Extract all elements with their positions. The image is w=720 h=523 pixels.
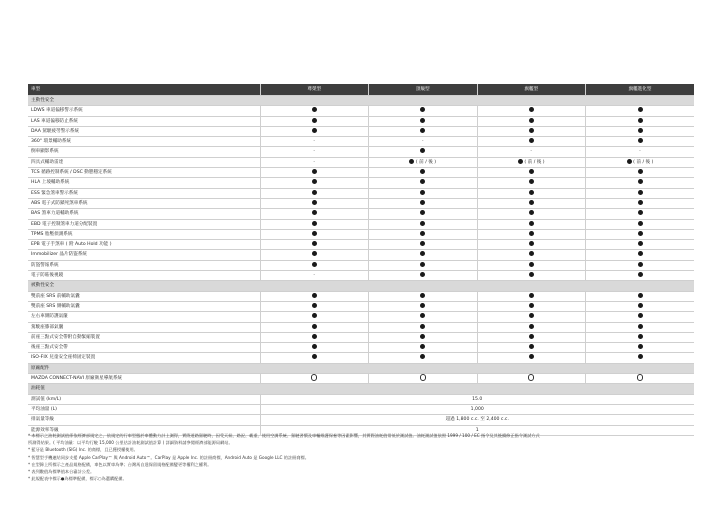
standard-dot-icon (312, 293, 317, 298)
table-row (28, 229, 694, 239)
header-model-label: 車型 (28, 84, 260, 96)
value-cell (586, 178, 695, 188)
value-cell (477, 106, 586, 116)
table-row (28, 312, 694, 322)
header-trim: 尊榮型 (260, 84, 369, 96)
table-row (28, 322, 694, 332)
standard-dot-icon (529, 138, 534, 143)
value-cell (586, 116, 695, 126)
value-cell (260, 137, 369, 147)
value-cell (260, 116, 369, 126)
table-row (28, 271, 694, 281)
value-cell (260, 126, 369, 136)
value-cell (586, 374, 695, 384)
value-cell (369, 332, 478, 342)
feature-label: 雙前座 SRS 前輔助氣囊 (28, 291, 260, 301)
header-trim: 旗艦型 (477, 84, 586, 96)
value-cell (586, 271, 695, 281)
value-cell (586, 301, 695, 311)
value-cell (260, 374, 369, 384)
value-cell (477, 240, 586, 250)
standard-dot-icon (312, 303, 317, 308)
feature-label: LAS 車道偏移防止系統 (28, 116, 260, 126)
value-cell (369, 219, 478, 229)
standard-dot-icon (529, 293, 534, 298)
value-cell (477, 291, 586, 301)
feature-label: ISO-FIX 兒童安全座椅固定裝置 (28, 353, 260, 363)
value-cell (477, 188, 586, 198)
standard-dot-icon (420, 190, 425, 195)
value-cell (477, 209, 586, 219)
optional-circle-icon (420, 374, 426, 380)
value-cell (260, 168, 369, 178)
standard-dot-icon (529, 241, 534, 246)
standard-dot-icon (529, 210, 534, 215)
value-cell (369, 209, 478, 219)
value-cell (586, 312, 695, 322)
value-cell (586, 250, 695, 260)
value-cell (477, 137, 586, 147)
value-cell (369, 229, 478, 239)
value-cell (369, 301, 478, 311)
feature-label: 後座三點式安全帶 (28, 343, 260, 353)
standard-dot-icon (420, 303, 425, 308)
value-cell (369, 291, 478, 301)
value-cell (260, 271, 369, 281)
value-cell (260, 301, 369, 311)
value-cell (586, 157, 695, 167)
table-row (28, 301, 694, 311)
value-cell (586, 106, 695, 116)
value-cell (260, 219, 369, 229)
value-cell (586, 137, 695, 147)
standard-dot-icon (638, 200, 643, 205)
value-cell (477, 301, 586, 311)
table-row (28, 332, 694, 342)
standard-dot-icon (638, 262, 643, 267)
fuel-value: 1 (260, 425, 694, 435)
section-title: 油耗值 (28, 384, 694, 394)
standard-dot-icon (638, 221, 643, 226)
fuel-label: 測試值 (km/L) (28, 394, 260, 404)
section-header-row (28, 363, 694, 373)
table-header-row (28, 84, 694, 96)
value-cell (369, 198, 478, 208)
standard-dot-icon (638, 210, 643, 215)
feature-label: 倒車顯影系統 (28, 147, 260, 157)
standard-dot-icon (312, 262, 317, 267)
feature-label: DAA 駕駛疲勞警示系統 (28, 126, 260, 136)
standard-dot-icon (420, 293, 425, 298)
feature-label: 四具式輔助雷達 (28, 157, 260, 167)
standard-dot-icon (420, 148, 425, 153)
table-row (28, 250, 694, 260)
standard-dot-icon (529, 200, 534, 205)
standard-dot-icon (420, 262, 425, 267)
value-cell (369, 116, 478, 126)
value-cell (477, 260, 586, 270)
standard-dot-icon (529, 128, 534, 133)
standard-dot-icon (638, 118, 643, 123)
value-cell (260, 343, 369, 353)
standard-dot-icon (420, 334, 425, 339)
spec-table (28, 84, 694, 436)
front-rear-note: ( 前 / 後 ) (414, 159, 437, 165)
section-header-row (28, 96, 694, 106)
standard-dot-icon (638, 272, 643, 277)
feature-label: 前座三點式安全帶附自動緊縮裝置 (28, 332, 260, 342)
value-cell (477, 147, 586, 157)
value-cell (477, 312, 586, 322)
value-cell (477, 271, 586, 281)
value-cell (586, 209, 695, 219)
value-cell (586, 168, 695, 178)
header-trim: 旗艦進化型 (586, 84, 695, 96)
value-cell (369, 353, 478, 363)
optional-circle-icon (311, 374, 317, 380)
value-cell (260, 178, 369, 188)
standard-dot-icon (529, 262, 534, 267)
not-available-dash: - (313, 159, 316, 165)
standard-dot-icon (529, 179, 534, 184)
value-cell (260, 147, 369, 157)
section-header-row (28, 281, 694, 291)
not-available-dash: - (530, 149, 533, 155)
standard-dot-icon (420, 324, 425, 329)
feature-label: 電子防眩後視鏡 (28, 271, 260, 281)
standard-dot-icon (420, 200, 425, 205)
value-cell (586, 126, 695, 136)
feature-label: EBD 電子控制煞車力道分配裝置 (28, 219, 260, 229)
value-cell (477, 374, 586, 384)
standard-dot-icon (529, 251, 534, 256)
value-cell (586, 219, 695, 229)
table-row (28, 147, 694, 157)
standard-dot-icon (638, 324, 643, 329)
fuel-value: 15.0 (260, 394, 694, 404)
standard-dot-icon (420, 344, 425, 349)
section-header-row (28, 384, 694, 394)
table-row (28, 209, 694, 219)
value-cell (477, 343, 586, 353)
value-cell (586, 188, 695, 198)
feature-label: ESS 緊急煞車警示系統 (28, 188, 260, 198)
table-row (28, 353, 694, 363)
not-available-dash: - (313, 139, 316, 145)
value-cell (586, 291, 695, 301)
value-cell (586, 353, 695, 363)
front-rear-note: ( 前 / 後 ) (631, 159, 654, 165)
value-cell (369, 147, 478, 157)
table-row (28, 137, 694, 147)
value-cell (586, 147, 695, 157)
standard-dot-icon (420, 272, 425, 277)
table-row (28, 116, 694, 126)
not-available-dash: - (313, 273, 316, 279)
value-cell (260, 260, 369, 270)
feature-label: 左右車側防護氣簾 (28, 312, 260, 322)
value-cell (369, 322, 478, 332)
value-cell (369, 188, 478, 198)
value-cell (369, 126, 478, 136)
feature-label: TCS 循跡控制系統 / DSC 動態穩定系統 (28, 168, 260, 178)
optional-circle-icon (637, 374, 643, 380)
standard-dot-icon (420, 128, 425, 133)
value-cell (477, 178, 586, 188)
value-cell (260, 353, 369, 363)
feature-label: 360° 環景輔助系統 (28, 137, 260, 147)
footnote-line: 所測得結果。( 平均油量：以平均行駛 15,000 公里估計油耗測試值計算 ) 詳細資料請參閱經濟部能源局網站。 (28, 440, 233, 446)
standard-dot-icon (529, 303, 534, 308)
standard-dot-icon (312, 251, 317, 256)
value-cell (369, 343, 478, 353)
standard-dot-icon (312, 354, 317, 359)
feature-label: LDWS 車道偏移警示系統 (28, 106, 260, 116)
value-cell (477, 116, 586, 126)
table-row (28, 260, 694, 270)
value-cell (477, 250, 586, 260)
fuel-value: 超過 1,800 c.c. 至 2,400 c.c. (260, 415, 694, 425)
standard-dot-icon (638, 313, 643, 318)
standard-dot-icon (312, 334, 317, 339)
value-cell (260, 250, 369, 260)
standard-dot-icon (529, 118, 534, 123)
feature-label: 駕駛座膝部氣囊 (28, 322, 260, 332)
standard-dot-icon (638, 344, 643, 349)
table-row (28, 291, 694, 301)
front-rear-note: ( 前 / 後 ) (522, 159, 545, 165)
value-cell (586, 198, 695, 208)
standard-dot-icon (638, 293, 643, 298)
section-title: 主動性安全 (28, 96, 694, 106)
standard-dot-icon (420, 179, 425, 184)
standard-dot-icon (312, 210, 317, 215)
value-cell (477, 168, 586, 178)
feature-label: TPMS 胎壓偵測系統 (28, 229, 260, 239)
value-cell (369, 178, 478, 188)
standard-dot-icon (529, 272, 534, 277)
standard-dot-icon (529, 169, 534, 174)
not-available-dash: - (421, 139, 424, 145)
standard-dot-icon (529, 354, 534, 359)
section-title: 被動性安全 (28, 281, 694, 291)
standard-dot-icon (312, 313, 317, 318)
value-cell (260, 240, 369, 250)
table-row (28, 394, 694, 404)
standard-dot-icon (420, 241, 425, 246)
value-cell (260, 332, 369, 342)
feature-label: HLA 上坡輔助系統 (28, 178, 260, 188)
feature-label: 防盜警報系統 (28, 260, 260, 270)
value-cell (369, 106, 478, 116)
footnote-line: * 本標示之油耗測試值係依經濟部規定之，依規定的行車型態於車體動力計上測得，實際道路駕駛時，因受天候、路況、載重、使用空調系統、駕駛習慣及車輛維護保養等因素影響，其實際油耗值常低於測試值。油耗測試值依照 1999 / 100 / EC 指令及其後續修正指令測試方式 (28, 433, 540, 438)
table-row (28, 240, 694, 250)
value-cell (260, 322, 369, 332)
standard-dot-icon (638, 169, 643, 174)
standard-dot-icon (529, 190, 534, 195)
standard-dot-icon (312, 128, 317, 133)
value-cell (369, 168, 478, 178)
standard-dot-icon (420, 107, 425, 112)
standard-dot-icon (529, 324, 534, 329)
standard-dot-icon (312, 169, 317, 174)
standard-dot-icon (638, 334, 643, 339)
standard-dot-icon (638, 251, 643, 256)
footnote-line: * 表列數值為標準值本台審計公差。 (28, 469, 95, 475)
table-row (28, 178, 694, 188)
table-row (28, 106, 694, 116)
value-cell (260, 106, 369, 116)
standard-dot-icon (312, 324, 317, 329)
standard-dot-icon (420, 354, 425, 359)
standard-dot-icon (420, 210, 425, 215)
value-cell (260, 229, 369, 239)
value-cell (477, 322, 586, 332)
table-row (28, 415, 694, 425)
standard-dot-icon (312, 231, 317, 236)
spec-table-body (28, 96, 694, 436)
value-cell (260, 188, 369, 198)
standard-dot-icon (529, 334, 534, 339)
header-trim: 頂級型 (369, 84, 478, 96)
fuel-label: 平均油量 (L) (28, 404, 260, 414)
standard-dot-icon (638, 303, 643, 308)
table-row (28, 168, 694, 178)
standard-dot-icon (529, 313, 534, 318)
feature-label: ABS 電子式防鎖死煞車系統 (28, 198, 260, 208)
value-cell (586, 229, 695, 239)
footnote-line: * 此規配表中標示●為標準配備，標示○為選購配備。 (28, 476, 127, 482)
standard-dot-icon (312, 200, 317, 205)
table-row (28, 219, 694, 229)
standard-dot-icon (312, 107, 317, 112)
value-cell (586, 332, 695, 342)
value-cell (477, 198, 586, 208)
standard-dot-icon (529, 231, 534, 236)
footnotes (28, 432, 698, 482)
fuel-label: 能源效率等級 (28, 425, 260, 435)
standard-dot-icon (638, 107, 643, 112)
standard-dot-icon (529, 344, 534, 349)
standard-dot-icon (420, 251, 425, 256)
standard-dot-icon (420, 169, 425, 174)
standard-dot-icon (312, 179, 317, 184)
optional-circle-icon (528, 374, 534, 380)
not-available-dash: - (639, 149, 641, 155)
footnote-line: * 藍牙是 Bluetooth (SIG) Inc. 的商標，且已獲授權使用。 (28, 447, 138, 453)
standard-dot-icon (638, 128, 643, 133)
value-cell (477, 353, 586, 363)
value-cell (477, 219, 586, 229)
value-cell (369, 250, 478, 260)
feature-label: BAS 煞車力道輔助系統 (28, 209, 260, 219)
not-available-dash: - (313, 149, 316, 155)
standard-dot-icon (638, 231, 643, 236)
standard-dot-icon (312, 190, 317, 195)
feature-label: Immobilizer 晶片防盜系統 (28, 250, 260, 260)
value-cell (586, 240, 695, 250)
feature-label: MAZDA CONNECT-NAVI 原廠衛星導航系統 (28, 374, 260, 384)
value-cell (369, 312, 478, 322)
value-cell (369, 374, 478, 384)
value-cell (260, 312, 369, 322)
section-title: 原廠配件 (28, 363, 694, 373)
value-cell (477, 229, 586, 239)
value-cell (260, 209, 369, 219)
fuel-value: 1,000 (260, 404, 694, 414)
standard-dot-icon (638, 179, 643, 184)
standard-dot-icon (420, 221, 425, 226)
standard-dot-icon (638, 354, 643, 359)
value-cell (260, 291, 369, 301)
table-row (28, 404, 694, 414)
value-cell (586, 322, 695, 332)
standard-dot-icon (420, 118, 425, 123)
value-cell (260, 198, 369, 208)
standard-dot-icon (529, 221, 534, 226)
value-cell (369, 137, 478, 147)
footnote-line: * 智慧型手機連結同步支援 Apple CarPlay™ 與 Android Auto™。CarPlay 是 Apple Inc. 的註冊商標，Android Auto 是 Google LLC 的註冊商標。 (28, 454, 309, 460)
value-cell (369, 240, 478, 250)
value-cell (477, 332, 586, 342)
standard-dot-icon (312, 221, 317, 226)
value-cell (260, 157, 369, 167)
table-row (28, 374, 694, 384)
table-row (28, 343, 694, 353)
standard-dot-icon (420, 313, 425, 318)
feature-label: 雙前座 SRS 側輔助氣囊 (28, 301, 260, 311)
standard-dot-icon (312, 241, 317, 246)
standard-dot-icon (638, 190, 643, 195)
standard-dot-icon (529, 107, 534, 112)
table-row (28, 157, 694, 167)
footnote-line: * 在型錄上所標示之產品規格配備，車色以實車為準；台灣馬自達保留規格配備變更等權利之權利。 (28, 461, 212, 467)
standard-dot-icon (638, 138, 643, 143)
table-row (28, 188, 694, 198)
standard-dot-icon (638, 241, 643, 246)
standard-dot-icon (312, 118, 317, 123)
table-row (28, 198, 694, 208)
fuel-label: 排氣量等級 (28, 415, 260, 425)
value-cell (369, 271, 478, 281)
value-cell (369, 157, 478, 167)
value-cell (369, 260, 478, 270)
value-cell (586, 343, 695, 353)
standard-dot-icon (420, 231, 425, 236)
table-row (28, 126, 694, 136)
feature-label: EPB 電子手煞車 ( 附 Auto Hold 功能 ) (28, 240, 260, 250)
value-cell (477, 157, 586, 167)
standard-dot-icon (312, 344, 317, 349)
value-cell (477, 126, 586, 136)
value-cell (586, 260, 695, 270)
